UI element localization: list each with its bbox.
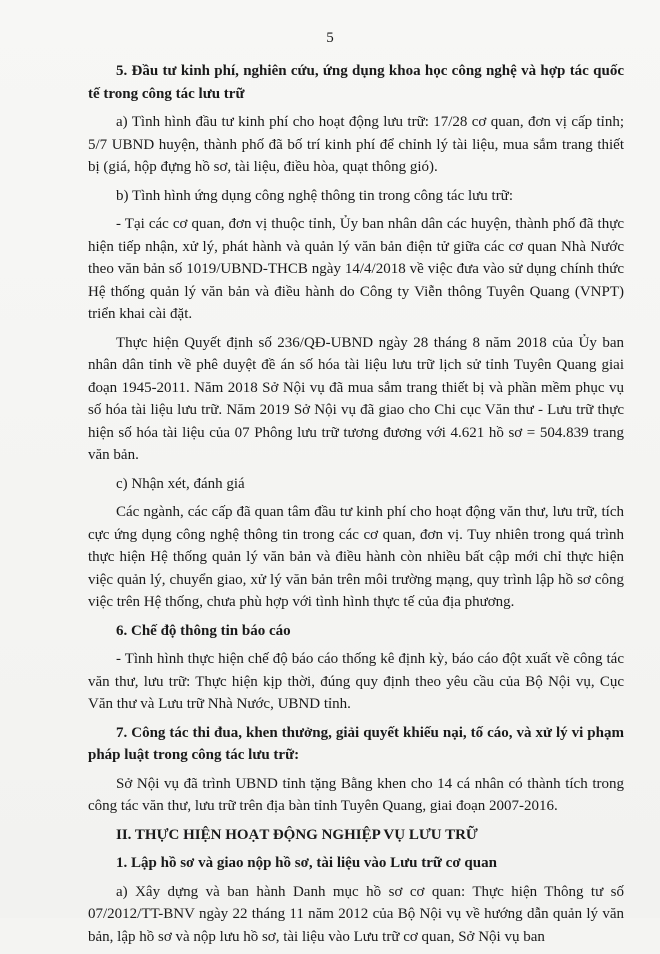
paragraph-s5-b-2: Thực hiện Quyết định số 236/QĐ-UBND ngày 28 tháng 8 năm 2018 của Ủy ban nhân dân tỉnh về phê duyệt đề án số hóa tài liệu lưu trữ lịch sử tỉnh Tuyên Quang giai đoạn 1945-2011. Năm 2018 Sở Nội vụ đã mua sắm trang thiết bị và phần mềm phục vụ số hóa tài liệu lưu trữ. Năm 2019 Sở Nội vụ đã giao cho Chi cục Văn thư - Lưu trữ thực hiện số hóa tài liệu của 07 Phông lưu trữ tương đương với 4.621 hồ sơ = 504.839 trang văn bản. xyxy=(88,334,624,463)
paragraph-s6-1: - Tình hình thực hiện chế độ báo cáo thống kê định kỳ, báo cáo đột xuất về công tác văn thư, lưu trữ: Thực hiện kịp thời, đúng quy định theo yêu cầu của Bộ Nội vụ, Cục Văn thư và Lưu trữ Nhà Nước, UBND tỉnh. xyxy=(88,651,624,712)
paragraph-s5-b-1: - Tại các cơ quan, đơn vị thuộc tỉnh, Ủy ban nhân dân các huyện, thành phố đã thực hiện tiếp nhận, xử lý, phát hành và quản lý văn bản điện tử giữa các cơ quan Nhà Nước theo văn bản số 1019/UBND-THCB ngày 14/4/2018 về việc đưa vào sử dụng chính thức Hệ thống quản lý văn bản và điều hành do Công ty Viễn thông Tuyên Quang (VNPT) triển khai cài đặt. xyxy=(88,216,624,322)
paragraph-sII-1-a: a) Xây dựng và ban hành Danh mục hồ sơ cơ quan: Thực hiện Thông tư số 07/2012/TT-BNV ngày 22 tháng 11 năm 2012 của Bộ Nội vụ về hướng dẫn quản lý văn bản, lập hồ sơ và nộp lưu hồ sơ, tài liệu vào Lưu trữ cơ quan, Sở Nội vụ ban xyxy=(88,883,624,945)
paragraph-s6-heading: 6. Chế độ thông tin báo cáo xyxy=(116,622,291,639)
paragraph-s5-c: c) Nhận xét, đánh giá xyxy=(116,475,245,492)
paragraph-s5-c-1: Các ngành, các cấp đã quan tâm đầu tư kinh phí cho hoạt động văn thư, lưu trữ, tích cực ứng dụng công nghệ thông tin trong các cơ quan, đơn vị. Tuy nhiên trong quá trình thực hiện Hệ thống quản lý văn bản và điều hành còn nhiều bất cập mới chỉ thực hiện việc quản lý, chuyển giao, xử lý văn bản trên môi trường mạng, quy trình lập hồ sơ công việc trên Hệ thống, chưa phù hợp với tình hình thực tế của địa phương. xyxy=(88,504,624,610)
paragraph-s5-heading: 5. Đầu tư kinh phí, nghiên cứu, ứng dụng khoa học công nghệ và hợp tác quốc tế trong công tác lưu trữ xyxy=(88,63,624,102)
document-body xyxy=(88,60,624,954)
paragraph-s5-a: a) Tình hình đầu tư kinh phí cho hoạt động lưu trữ: 17/28 cơ quan, đơn vị cấp tỉnh; 5/7 UBND huyện, thành phố đã bố trí kinh phí để chỉnh lý tài liệu, mua sắm trang thiết bị (giá, hộp đựng hồ sơ, tài liệu, điều hòa, quạt thông gió). xyxy=(88,114,624,175)
page-number: 5 xyxy=(326,30,334,46)
paragraph-s5-b: b) Tình hình ứng dụng công nghệ thông tin trong công tác lưu trữ: xyxy=(116,187,513,204)
paragraph-sII-1-heading: 1. Lập hồ sơ và giao nộp hồ sơ, tài liệu vào Lưu trữ cơ quan xyxy=(116,855,497,871)
paragraph-sII-heading: II. THỰC HIỆN HOẠT ĐỘNG NGHIỆP VỤ LƯU TRỮ xyxy=(116,826,478,843)
paragraph-s7-heading: 7. Công tác thi đua, khen thưởng, giải quyết khiếu nại, tố cáo, và xử lý vi phạm pháp luật trong công tác lưu trữ: xyxy=(88,724,624,763)
paragraph-s7-1: Sở Nội vụ đã trình UBND tỉnh tặng Bằng khen cho 14 cá nhân có thành tích trong công tác văn thư, lưu trữ trên địa bàn tỉnh Tuyên Quang, giai đoạn 2007-2016. xyxy=(88,775,624,814)
